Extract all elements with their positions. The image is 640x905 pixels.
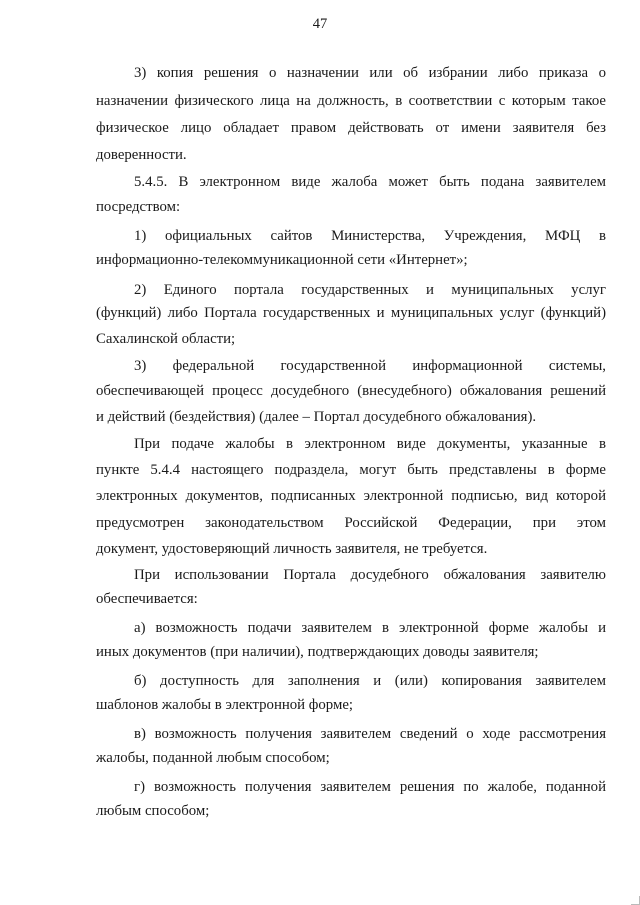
text-line: б) доступность для заполнения и (или) копирования заявителем (134, 673, 606, 689)
text-line: г) возможность получения заявителем решения по жалобе, поданной (134, 779, 606, 795)
page-number: 47 (312, 16, 328, 32)
text-line: назначении физического лица на должность, в соответствии с которым такое (96, 93, 606, 109)
text-line: предусмотрен законодательством Российской Федерации, при этом (96, 515, 606, 531)
text-line: физическое лицо обладает правом действовать от имени заявителя без (96, 120, 606, 136)
text-line: 3) федеральной государственной информационной системы, (134, 358, 606, 374)
text-line: обеспечивающей процесс досудебного (внесудебного) обжалования решений (96, 383, 606, 399)
text-line: (функций) либо Портала государственных и муниципальных услуг (функций) (96, 305, 606, 321)
text-line: любым способом; (96, 803, 210, 819)
scan-edge-mark (631, 896, 640, 905)
text-line: обеспечивается: (96, 591, 198, 607)
text-line: 5.4.5. В электронном виде жалоба может быть подана заявителем (134, 174, 606, 190)
text-line: документ, удостоверяющий личность заявителя, не требуется. (96, 541, 488, 557)
text-line: шаблонов жалобы в электронной форме; (96, 697, 353, 713)
text-line: в) возможность получения заявителем сведений о ходе рассмотрения (134, 726, 606, 742)
text-line: и действий (бездействия) (далее – Портал досудебного обжалования). (96, 409, 537, 425)
text-line: посредством: (96, 199, 181, 215)
text-line: 1) официальных сайтов Министерства, Учреждения, МФЦ в (134, 228, 606, 244)
text-line: пункте 5.4.4 настоящего подраздела, могут быть представлены в форме (96, 462, 606, 478)
text-line: жалобы, поданной любым способом; (96, 750, 330, 766)
text-line: 2) Единого портала государственных и муниципальных услуг (134, 282, 606, 298)
text-line: а) возможность подачи заявителем в электронной форме жалобы и (134, 620, 606, 636)
text-line: 3) копия решения о назначении или об избрании либо приказа о (134, 65, 606, 81)
text-line: Сахалинской области; (96, 331, 236, 347)
text-line: При использовании Портала досудебного обжалования заявителю (134, 567, 606, 583)
text-line: иных документов (при наличии), подтверждающих доводы заявителя; (96, 644, 539, 660)
text-line: электронных документов, подписанных электронной подписью, вид которой (96, 488, 606, 504)
text-line: При подаче жалобы в электронном виде документы, указанные в (134, 436, 606, 452)
text-line: информационно-телекоммуникационной сети «Интернет»; (96, 252, 468, 268)
text-line: доверенности. (96, 147, 187, 163)
